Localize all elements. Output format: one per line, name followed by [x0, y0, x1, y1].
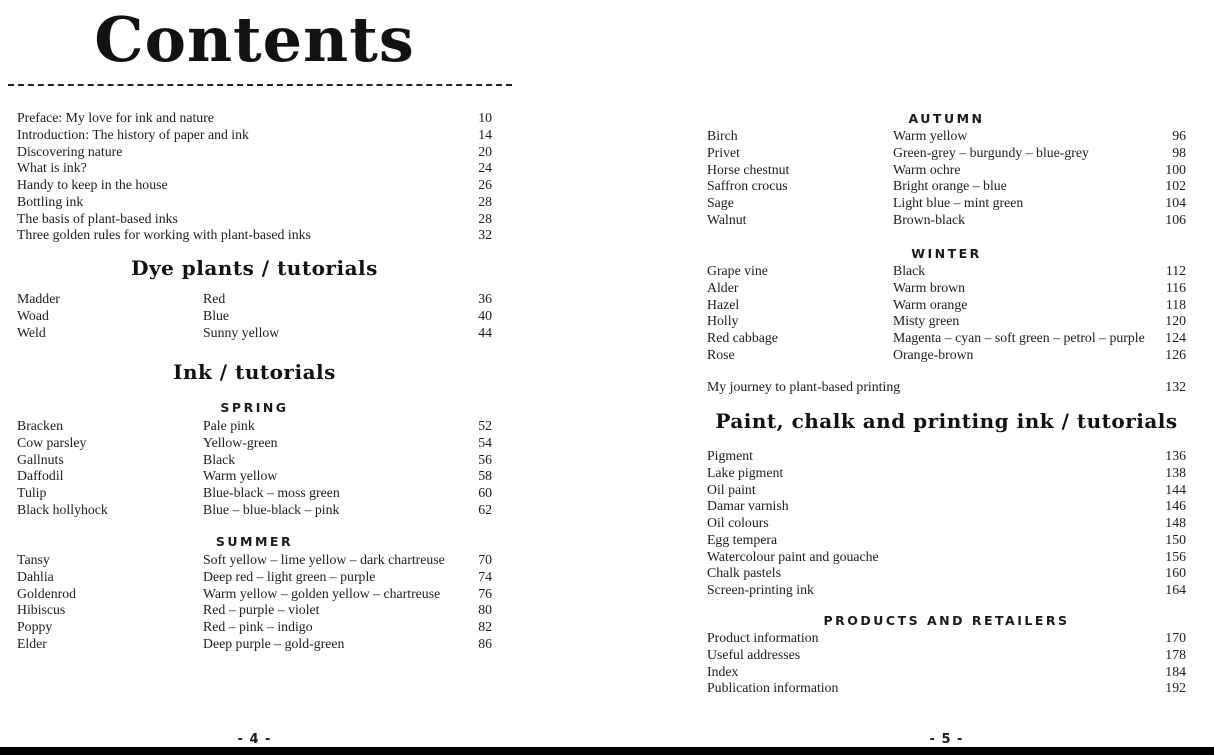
entry-label: Discovering nature [17, 143, 123, 159]
page-number: 14 [478, 126, 492, 142]
entry-label: Bottling ink [17, 193, 84, 209]
toc-row [17, 291, 492, 308]
page-number: 184 [1165, 663, 1186, 679]
toc-row [17, 110, 492, 127]
page-title: Contents [94, 3, 415, 76]
colour-description: Yellow-green [203, 434, 278, 450]
scan-edge-bar [0, 747, 1214, 755]
toc-row [17, 619, 492, 636]
page-number: 60 [478, 485, 492, 500]
toc-row [707, 465, 1186, 482]
subsection-heading-spring: SPRING [220, 400, 289, 415]
plant-name: Alder [707, 279, 739, 295]
colour-description: Warm yellow [893, 128, 968, 143]
toc-row [707, 195, 1186, 212]
colour-description: Warm brown [893, 279, 966, 295]
products-list [707, 630, 1186, 697]
toc-row [707, 532, 1186, 549]
entry-label: Three golden rules for working with plant-based inks [17, 227, 311, 243]
plant-name: Woad [17, 307, 49, 323]
page-number: 10 [478, 110, 492, 125]
colour-description: Red [203, 291, 226, 306]
entry-label: Oil colours [707, 515, 769, 530]
entry-label: Damar varnish [707, 498, 789, 514]
summer-list [17, 552, 492, 653]
page-number: 192 [1165, 680, 1186, 696]
page-number: 74 [478, 568, 492, 584]
plant-name: Tulip [17, 485, 47, 500]
page-number: 146 [1165, 498, 1186, 514]
plant-name: Weld [17, 324, 46, 340]
toc-row [17, 211, 492, 228]
colour-description: Red – pink – indigo [203, 619, 313, 634]
entry-label: Screen-printing ink [707, 582, 814, 597]
toc-row [707, 630, 1186, 647]
subsection-heading-autumn: AUTUMN [908, 111, 985, 126]
page-number: 32 [478, 227, 492, 243]
entry-label: Watercolour paint and gouache [707, 548, 879, 564]
toc-row [707, 313, 1186, 330]
page-number: 20 [478, 143, 492, 159]
autumn-list [707, 128, 1186, 229]
page-number: 170 [1165, 630, 1186, 645]
toc-row [707, 680, 1186, 697]
entry-label: The basis of plant-based inks [17, 210, 178, 226]
section-heading-ink: Ink / tutorials [173, 360, 336, 384]
plant-name: Birch [707, 128, 738, 143]
plant-name: Daffodil [17, 468, 64, 484]
page-number: 102 [1165, 178, 1186, 194]
colour-description: Light blue – mint green [893, 195, 1024, 210]
folio-left: - 4 - [237, 732, 272, 747]
toc-row [707, 178, 1186, 195]
plant-name: Grape vine [707, 263, 768, 278]
colour-description: Misty green [893, 313, 960, 329]
toc-row [707, 263, 1186, 280]
spring-list [17, 418, 492, 519]
page-number: 70 [478, 552, 492, 567]
colour-description: Blue-black – moss green [203, 485, 340, 500]
page-number: 28 [478, 193, 492, 209]
page-number: 106 [1165, 211, 1186, 227]
colour-description: Orange-brown [893, 346, 974, 362]
page-number: 86 [478, 635, 492, 651]
plant-name: Walnut [707, 211, 747, 227]
colour-description: Deep red – light green – purple [203, 568, 376, 584]
toc-row [17, 325, 492, 342]
colour-description: Black [893, 263, 926, 278]
toc-row [707, 647, 1186, 664]
toc-row [17, 418, 492, 435]
page-number: 28 [478, 210, 492, 226]
colour-description: Warm yellow [203, 468, 278, 484]
entry-label: Product information [707, 630, 819, 645]
section-heading-dye-plants: Dye plants / tutorials [131, 256, 378, 280]
subsection-heading-products: PRODUCTS AND RETAILERS [823, 613, 1070, 628]
colour-description: Bright orange – blue [893, 178, 1007, 194]
toc-row [17, 636, 492, 653]
entry-label: Lake pigment [707, 464, 784, 480]
colour-description: Soft yellow – lime yellow – dark chartreuse [203, 552, 445, 567]
toc-row [707, 128, 1186, 145]
entry-label: Egg tempera [707, 531, 778, 547]
colour-description: Blue [203, 307, 230, 323]
toc-row [17, 586, 492, 603]
page-number: 126 [1165, 346, 1186, 362]
toc-row [17, 485, 492, 502]
plant-name: Horse chestnut [707, 161, 790, 177]
entry-label: Pigment [707, 448, 753, 463]
toc-row [707, 379, 1186, 396]
toc-row [707, 330, 1186, 347]
page-number: 112 [1165, 263, 1186, 278]
plant-name: Red cabbage [707, 330, 778, 345]
colour-description: Magenta – cyan – soft green – petrol – purple [893, 330, 1145, 345]
toc-row [17, 127, 492, 144]
page-number: 124 [1165, 330, 1186, 345]
plant-name: Privet [707, 144, 740, 160]
page-number: 156 [1165, 548, 1186, 564]
page-number: 96 [1172, 128, 1186, 143]
entry-label: Handy to keep in the house [17, 177, 168, 192]
toc-row [707, 448, 1186, 465]
page-number: 120 [1165, 313, 1186, 329]
toc-row [707, 482, 1186, 499]
colour-description: Brown-black [893, 211, 966, 227]
page-number: 100 [1165, 161, 1186, 177]
toc-row [17, 435, 492, 452]
toc-row [17, 569, 492, 586]
entry-label: My journey to plant-based printing [707, 379, 901, 394]
toc-row [707, 515, 1186, 532]
toc-row [17, 452, 492, 469]
colour-description: Warm ochre [893, 161, 961, 177]
page-number: 56 [478, 451, 492, 467]
page-number: 24 [478, 160, 492, 176]
page-number: 62 [478, 501, 492, 517]
toc-row [17, 194, 492, 211]
toc-row [17, 227, 492, 244]
plant-name: Gallnuts [17, 451, 64, 467]
section-heading-paint: Paint, chalk and printing ink / tutorials [715, 409, 1178, 433]
page-number: 144 [1165, 481, 1186, 497]
colour-description: Blue – blue-black – pink [203, 501, 340, 517]
toc-row [17, 602, 492, 619]
toc-row [707, 297, 1186, 314]
page-number: 76 [478, 585, 492, 601]
colour-description: Black [203, 451, 236, 467]
page-number: 178 [1165, 646, 1186, 662]
colour-description: Warm orange [893, 296, 968, 312]
colour-description: Sunny yellow [203, 324, 280, 340]
colour-description: Warm yellow – golden yellow – chartreuse [203, 585, 441, 601]
toc-row [17, 552, 492, 569]
toc-row [17, 502, 492, 519]
plant-name: Hibiscus [17, 602, 66, 618]
page-number: 104 [1165, 195, 1186, 210]
plant-name: Dahlia [17, 568, 54, 584]
colour-description: Deep purple – gold-green [203, 635, 345, 651]
plant-name: Tansy [17, 552, 50, 567]
toc-row [707, 347, 1186, 364]
page-number: 160 [1165, 565, 1186, 581]
toc-row [17, 144, 492, 161]
entry-label: Index [707, 663, 739, 679]
page-number: 118 [1165, 296, 1186, 312]
page-number: 52 [478, 418, 492, 433]
page-number: 26 [478, 177, 492, 192]
plant-name: Black hollyhock [17, 501, 108, 517]
toc-row [17, 160, 492, 177]
plant-name: Holly [707, 313, 739, 329]
entry-label: Useful addresses [707, 646, 801, 662]
plant-name: Saffron crocus [707, 178, 788, 194]
page-number: 82 [478, 619, 492, 634]
plant-name: Elder [17, 635, 47, 651]
plant-name: Rose [707, 346, 735, 362]
plant-name: Poppy [17, 619, 53, 634]
plant-name: Cow parsley [17, 434, 87, 450]
page-number: 150 [1165, 531, 1186, 547]
toc-row [17, 308, 492, 325]
toc-row [707, 162, 1186, 179]
toc-row [17, 468, 492, 485]
paint-list [707, 448, 1186, 599]
page-number: 44 [478, 324, 492, 340]
entry-label: Introduction: The history of paper and ink [17, 126, 249, 142]
toc-row [707, 549, 1186, 566]
colour-description: Red – purple – violet [203, 602, 320, 618]
folio-right: - 5 - [929, 732, 964, 747]
colour-description: Green-grey – burgundy – blue-grey [893, 144, 1089, 160]
plant-name: Bracken [17, 418, 63, 433]
page-number: 54 [478, 434, 492, 450]
entry-label: Preface: My love for ink and nature [17, 110, 214, 125]
entry-label: Chalk pastels [707, 565, 781, 581]
page-number: 98 [1172, 144, 1186, 160]
entry-label: Oil paint [707, 481, 756, 497]
toc-row [707, 145, 1186, 162]
subsection-heading-winter: WINTER [911, 246, 982, 261]
page-number: 132 [1165, 379, 1186, 394]
entry-label: What is ink? [17, 160, 87, 176]
page-number: 36 [478, 291, 492, 306]
toc-row [17, 177, 492, 194]
dashed-divider [8, 84, 512, 86]
page-number: 138 [1165, 464, 1186, 480]
toc-row [707, 498, 1186, 515]
page-number: 116 [1165, 279, 1186, 295]
toc-row [707, 280, 1186, 297]
front-matter-list [17, 110, 492, 244]
toc-row [707, 565, 1186, 582]
page-number: 40 [478, 307, 492, 323]
page-number: 58 [478, 468, 492, 484]
plant-name: Sage [707, 195, 734, 210]
subsection-heading-summer: SUMMER [215, 534, 294, 549]
colour-description: Pale pink [203, 418, 255, 433]
page-number: 164 [1165, 582, 1186, 597]
toc-row [707, 582, 1186, 599]
plant-name: Hazel [707, 296, 740, 312]
toc-row [707, 664, 1186, 681]
toc-row [707, 212, 1186, 229]
entry-label: Publication information [707, 680, 839, 696]
page-number: 136 [1165, 448, 1186, 463]
journey-row [707, 379, 1186, 396]
winter-list [707, 263, 1186, 364]
plant-name: Goldenrod [17, 585, 77, 601]
dye-plants-list [17, 291, 492, 341]
page-number: 80 [478, 602, 492, 618]
page-number: 148 [1165, 515, 1186, 530]
plant-name: Madder [17, 291, 60, 306]
